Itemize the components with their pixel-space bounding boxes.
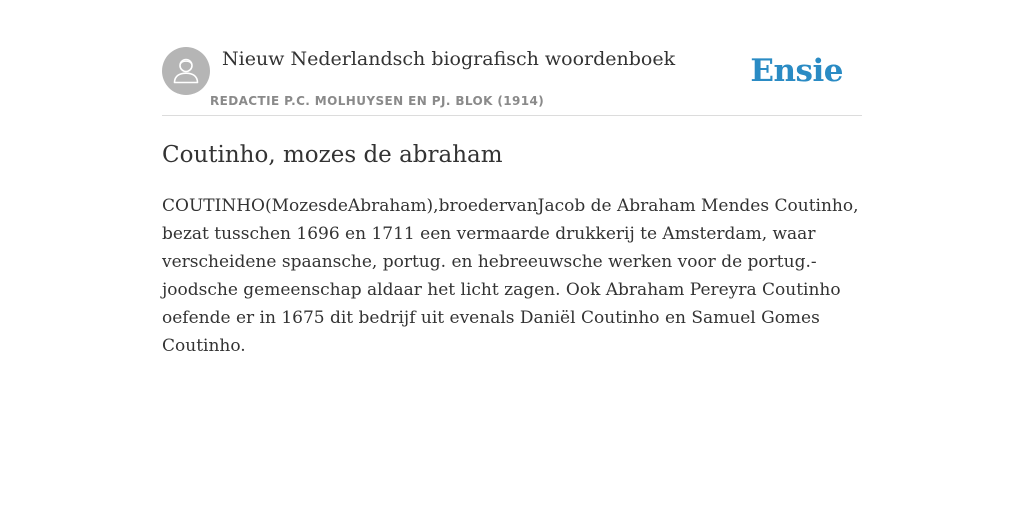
entry-body-line: Coutinho. [162, 336, 246, 356]
ensie-logo[interactable]: Ensie [750, 53, 843, 89]
source-header [162, 47, 862, 116]
entry-title: Coutinho, mozes de abraham [162, 142, 503, 168]
source-editors: REDACTIE P.C. MOLHUYSEN EN PJ. BLOK (1914) [210, 94, 545, 108]
entry-body-line: oefende er in 1675 dit bedrijf uit evenals Daniël Coutinho en Samuel Gomes [162, 308, 820, 328]
entry-body-line: joodsche gemeenschap aldaar het licht zagen. Ook Abraham Pereyra Coutinho [162, 280, 841, 300]
entry-body-line: verscheidene spaansche, portug. en hebreeuwsche werken voor de portug.- [162, 252, 817, 272]
entry-body [162, 192, 862, 360]
entry-body-line: COUTINHO(MozesdeAbraham),broedervanJacob de Abraham Mendes Coutinho, [162, 196, 859, 216]
entry-body-line: bezat tusschen 1696 en 1711 een vermaarde drukkerij te Amsterdam, waar [162, 224, 816, 244]
source-title[interactable]: Nieuw Nederlandsch biografisch woordenboek [222, 48, 676, 70]
user-silhouette-icon[interactable] [162, 47, 210, 95]
